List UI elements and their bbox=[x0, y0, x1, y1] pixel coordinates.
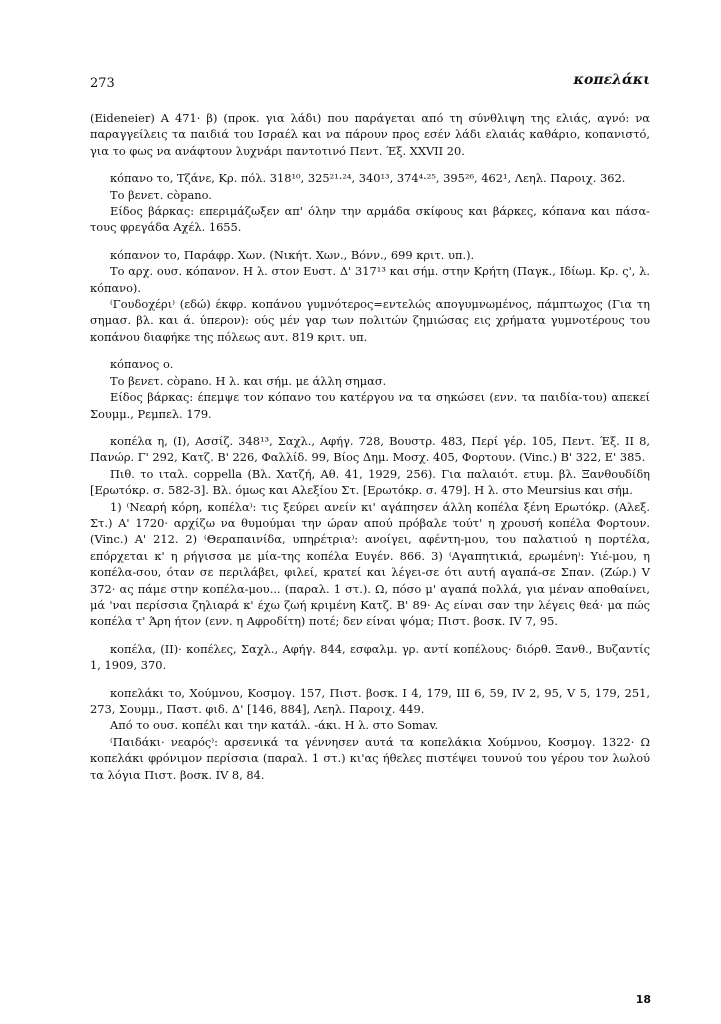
etymology-kopano: Το βενετ. còpano. bbox=[110, 187, 212, 202]
entry-kopanos: κόπανος ο. bbox=[110, 357, 174, 372]
dictionary-text bbox=[90, 110, 650, 783]
entry-kopanon: κόπανον το, Παράφρ. Χων. (Νικήτ. Χων., Βόνν., 699 κριτ. υπ.). bbox=[110, 247, 475, 262]
etymology-kopanon: Το αρχ. ουσ. κόπανον. Η λ. στον Ευστ. Δ' 317¹³ και σήμ. στην Κρήτη (Παγκ., Ιδίωμ. Κρ. ς', λ. κόπανο). bbox=[90, 264, 650, 295]
running-head: κοπελάκι bbox=[573, 72, 650, 88]
sense-kopano: Είδος βάρκας: επεριμάζωξεν απ' όλην την αρμάδα σκίφους και βάρκες, κόπανα και πάσα-τους φρεγάδα Αχέλ. 1655. bbox=[90, 204, 650, 235]
entry-kopela-2: κοπέλα, (ΙΙ)· κοπέλες, Σαχλ., Αφήγ. 844, εσφαλμ. γρ. αντί κοπέλους· διόρθ. Ξανθ., Βυζαντίς 1, 1909, 370. bbox=[90, 641, 650, 673]
entry-kopelaki: κοπελάκι το, Χούμνου, Κοσμογ. 157, Πιστ. βοσκ. I 4, 179, III 6, 59, IV 2, 95, V 5, 179, 251, 273, Σουμμ., Παστ. φιδ. Δ' [146, 884], Λεηλ. Παροιχ. 449. bbox=[90, 685, 650, 716]
sense-kopanos: Είδος βάρκας: έπεμψε τον κόπανο του κατέργου να τα σηκώσει (ενν. τα παιδία-του) απεκεί Σουμμ., Ρεμπελ. 179. bbox=[90, 390, 650, 421]
page-header bbox=[90, 72, 650, 92]
page bbox=[90, 72, 650, 783]
page-number: 273 bbox=[90, 76, 115, 91]
etymology-kopelaki: Από το ουσ. κοπέλι και την κατάλ. -άκι. Η λ. στο Somav. bbox=[110, 718, 439, 733]
entry-continuation: (Eideneier) Α 471· β) (προκ. για λάδι) που παράγεται από τη σύνθλιψη της ελιάς, αγνό: να παραγγείλεις τα παιδιά του Ισραέλ και να πάρουν προς εσέν λάδι ελαιάς καθάριο, κοπανιστό, για το φως να ανάφτουν λυχνάρι παντοτινό Πεντ. Έξ. XXVII 20. bbox=[90, 111, 650, 158]
sense-kopanon: ⁽Γουδοχέρι⁾ (εδώ) έκφρ. κοπάνου γυμνότερος=εντελώς απογυμνωμένος, πάμπτωχος (Για τη σημασ. βλ. και ά. ύπερον): ούς μέν γαρ των πολιτών ζημιώσας εις χρήματα γυμνοτέρους του κοπάνου διαφήκε της πόλεως αυτ. 819 κριτ. υπ. bbox=[90, 297, 650, 344]
senses-kopela: 1) ⁽Νεαρή κόρη, κοπέλα⁾: τις ξεύρει ανείν κι' αγάπησεν άλλη κοπέλα ξένη Ερωτόκρ. (Αλεξ. Στ.) Α' 1720· αρχίζω να θυμούμαι την ώραν απού πρόβαλε τούτ' η χρουσή κοπέλα Φορτουν. (Vinc.) Α' 212. 2) ⁽Θεραπαινίδα, υπηρέτρια⁾: ανοίγει, αφέντη-μου, του παλατιού η πορτέλα, επόρχεται κ' η ρήγισσα με μία-της κοπέλα Ευγέν. 866. 3) ⁽Αγαπητικιά, ερωμένη⁾: Υιέ-μου, η κοπέλα-σου, όταν σε περιλάβει, φιλεί, κρατεί και λέγει-σε ότι αυτή αγαπά-σε Σπαν. (Ζώρ.) V 372· ας πάμε στην κοπέλα-μου... (παραλ. 1 στ.). Ω, πόσο μ' αγαπά πολλά, για μέναν αποθαίνει, μά 'ναι περίσσια ζηλιαρά κ' έχω ζωή κριμένη Κατζ. Β' 89· Ας είναι σαν την λέγεις θεά· μα πώς κοπέλα τ' Άρη ήτον (ενν. η Αφροδίτη) ποτέ; δεν είναι ψόμα; Πιστ. βοσκ. IV 7, 95. bbox=[90, 499, 650, 629]
entry-kopela-1: κοπέλα η, (Ι), Ασσίζ. 348¹³, Σαχλ., Αφήγ. 728, Βουστρ. 483, Περί γέρ. 105, Πεντ. Έξ. II 8, Πανώρ. Γ' 292, Κατζ. Β' 226, Φαλλίδ. 99, Βίος Δημ. Μοσχ. 405, Φορτουν. (Vinc.) Β' 322, Ε' 385. bbox=[90, 433, 650, 465]
sense-kopelaki: ⁽Παιδάκι· νεαρός⁾: αρσενικά τα γέννησεν αυτά τα κοπελάκια Χούμνου, Κοσμογ. 1322· Ω κοπελάκι φρόνιμον περίσσια (παραλ. 1 στ.) κι'ας ήθελες πιστέψει τουνού του γέρου τον λωλού τα λόγια Πιστ. βοσκ. IV 8, 84. bbox=[90, 734, 650, 782]
etymology-kopanos: Το βενετ. còpano. Η λ. και σήμ. με άλλη σημασ. bbox=[110, 373, 387, 388]
printer-signature: 18 bbox=[635, 993, 651, 1006]
entry-kopano: κόπανο το, Τζάνε, Κρ. πόλ. 318¹⁰, 325²¹·²⁴, 340¹³, 374⁴·²⁵, 395²⁶, 462¹, Λεηλ. Παροιχ. 362. bbox=[110, 171, 626, 186]
etymology-kopela: Πιθ. το ιταλ. coppella (Βλ. Χατζή, Αθ. 41, 1929, 256). Για παλαιότ. ετυμ. βλ. Ξανθουδίδη [Ερωτόκρ. σ. 582-3]. Βλ. όμως και Αλεξίου Στ. [Ερωτόκρ. σ. 479]. Η λ. στο Meursius και σήμ. bbox=[90, 466, 650, 498]
